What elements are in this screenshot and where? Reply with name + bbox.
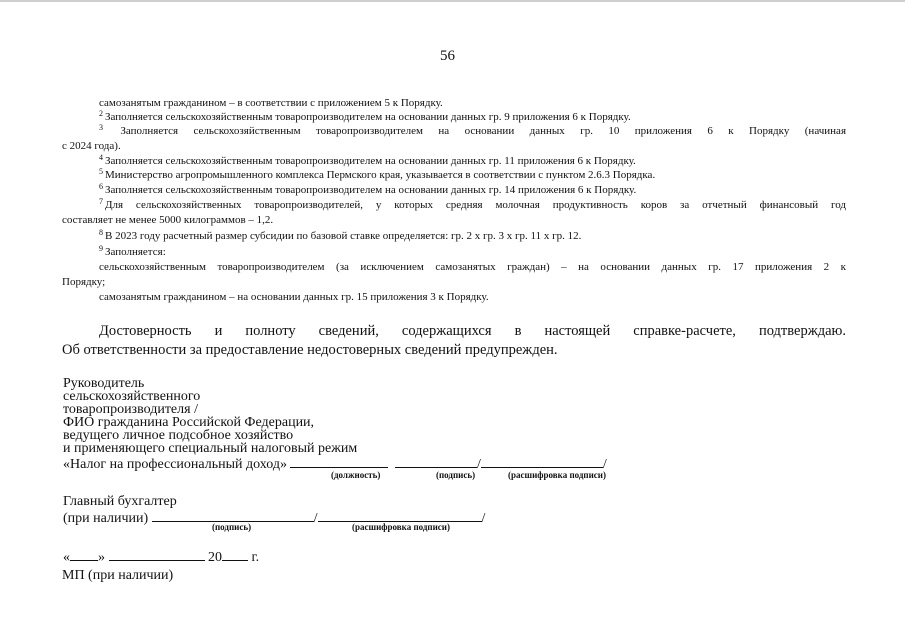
head-title-line: товаропроизводителя / [63,402,198,417]
accountant-transcript-field[interactable] [318,509,482,522]
year-field[interactable] [222,548,248,561]
statement-line1: Достоверность и полноту сведений, содержащихся в настоящей справке-расчете, подтверждаю. [99,323,846,339]
page-number: 56 [440,48,455,64]
accountant-signature-field[interactable] [152,509,314,522]
date-close-quote: » [98,550,105,565]
footnote-mark: 8 [99,228,103,237]
separator: / [476,457,481,472]
caption-transcript: (расшифровка подписи) [508,470,606,480]
footnote-5 [99,168,655,182]
stamp-label: МП (при наличии) [62,568,174,583]
page-top-border [0,0,905,2]
footnote-2 [99,110,631,124]
separator: / [481,511,486,526]
footnote-text: Заполняется сельскохозяйственным товаропроизводителем на основании данных гр. 11 приложения 6 к Порядку. [105,155,636,167]
footnote-continuation: самозанятым гражданином – в соответствии с приложением 5 к Порядку. [99,97,443,109]
head-signature-block [63,377,607,471]
footnote-text: Для сельскохозяйственных товаропроизводителей, у которых средняя молочная продуктивность коров за отчетный финансовый год [105,199,846,211]
footnote-mark: 7 [99,197,103,206]
footnote-mark: 5 [99,167,103,176]
head-title-line: «Налог на профессиональный доход» [63,457,287,472]
footnote-9-line-b: самозанятым гражданином – на основании данных гр. 15 приложения 3 к Порядку. [99,291,489,303]
footnote-mark: 9 [99,244,103,253]
head-title-line: Руководитель [63,376,145,391]
year-suffix: г. [251,550,260,565]
footnote-text: В 2023 году расчетный размер субсидии по базовой ставке определяется: гр. 2 х гр. 3 х гр. 11 х гр. 12. [105,230,582,242]
footnote-4 [99,154,636,168]
footnote-7-line2: составляет не менее 5000 килограммов – 1,2. [62,214,274,226]
head-title-line: ФИО гражданина Российской Федерации, [63,415,315,430]
footnote-mark: 2 [99,109,103,118]
date-open-quote: « [63,550,70,565]
statement-line2: Об ответственности за предоставление недостоверных сведений предупрежден. [62,342,558,358]
footnote-text: Заполняется сельскохозяйственным товаропроизводителем на основании данных гр. 9 приложения 6 к Порядку. [105,111,631,123]
caption-position: (должность) [331,470,381,480]
accountant-title: Главный бухгалтер [63,494,177,509]
footnote-3-line1 [99,124,846,138]
footnote-9-line-a2: Порядку; [62,276,106,288]
head-title-line: и применяющего специальный налоговый режим [63,441,358,456]
month-field[interactable] [109,548,205,561]
head-title-line: сельскохозяйственного [63,389,201,404]
footnote-7-line1 [99,198,846,212]
position-field[interactable] [290,455,388,468]
separator: / [313,511,318,526]
footnote-8 [99,229,581,243]
head-signature-line [63,455,607,471]
date-line [63,548,259,566]
footnote-mark: 4 [99,153,103,162]
caption-accountant-transcript: (расшифровка подписи) [352,522,450,532]
signature-field[interactable] [395,455,477,468]
accountant-title-note: (при наличии) [63,511,149,526]
caption-signature: (подпись) [436,470,476,480]
footnote-text: Заполняется: [105,246,166,258]
year-prefix: 20 [208,550,222,565]
footnote-text: Заполняется сельскохозяйственным товаропроизводителем на основании данных гр. 14 приложения 6 к Порядку. [105,184,637,196]
head-title-line: ведущего личное подсобное хозяйство [63,428,294,443]
footnote-9 [99,245,166,259]
footnote-text: Заполняется сельскохозяйственным товаропроизводителем на основании данных гр. 10 приложения 6 к Порядку (начиная [120,125,847,137]
footnote-text: Министерство агропромышленного комплекса Пермского края, указывается в соответствии с пунктом 2.6.3 Порядка. [105,169,656,181]
caption-accountant-signature: (подпись) [212,522,252,532]
footnote-3-line2: с 2024 года). [62,140,121,152]
day-field[interactable] [70,548,98,561]
signature-transcript-field[interactable] [481,455,603,468]
footnote-mark: 6 [99,182,103,191]
separator: / [602,457,607,472]
footnote-9-line-a1: сельскохозяйственным товаропроизводителем (за исключением самозанятых граждан) – на основании данных гр. 17 приложения 2 к [99,261,846,273]
footnote-6 [99,183,636,197]
footnote-mark: 3 [99,123,103,132]
